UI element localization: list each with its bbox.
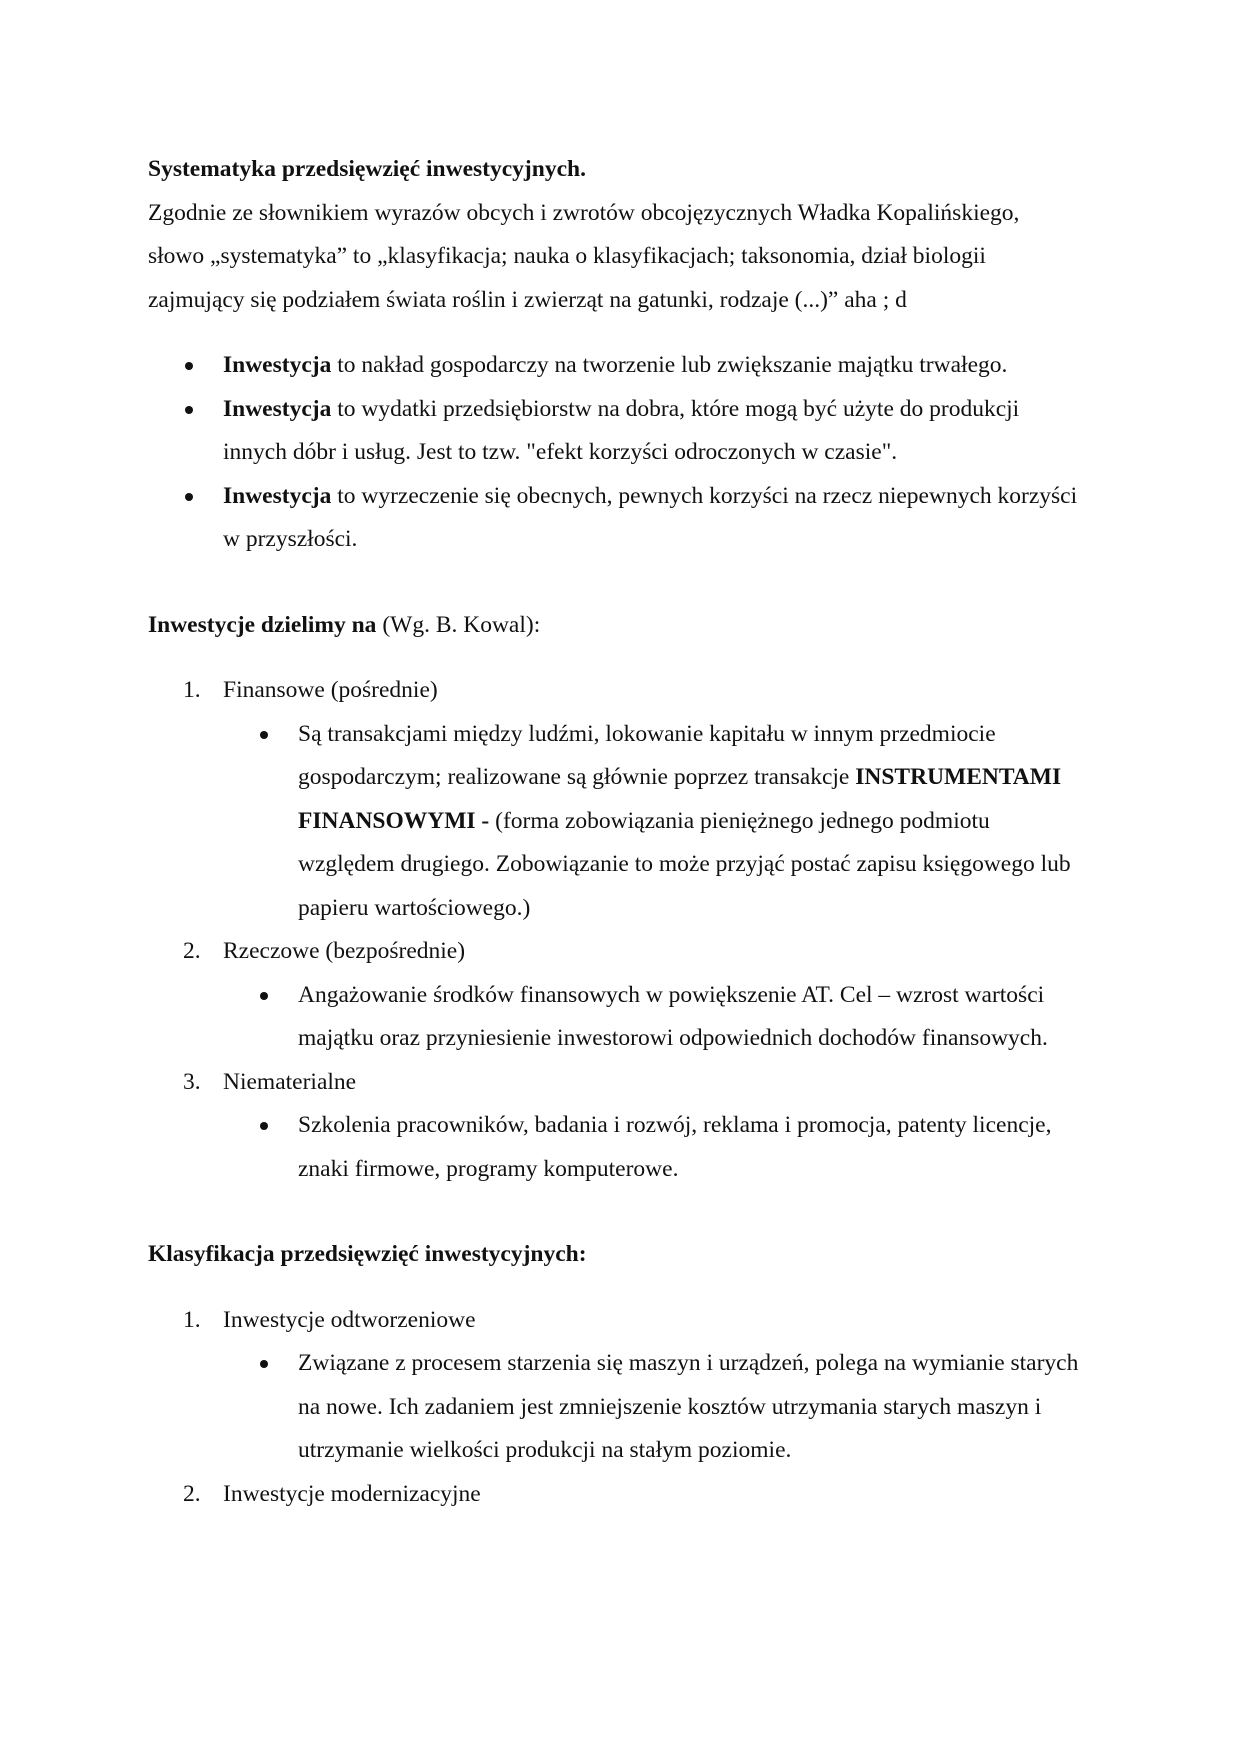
section-heading-podzial [148, 604, 1080, 648]
list-item [183, 1473, 1080, 1517]
list-item-label: Rzeczowe (bezpośrednie) [223, 938, 466, 964]
list-number: 2. [183, 1480, 201, 1507]
definitions-list [148, 344, 1080, 562]
sub-bullet-item: Związane z procesem starzenia się maszyn i urządzeń, polega na wymianie starych na nowe. Ich zadaniem jest zmniejszenie kosztów utrzymania starych maszyn i utrzymanie wielkości produkcji na stałym poziomie. [298, 1342, 1080, 1473]
sub-bullets [223, 713, 1080, 931]
sub-bullet-item [298, 713, 1080, 931]
list-item-label: Finansowe (pośrednie) [223, 677, 438, 703]
list-item [183, 1299, 1080, 1473]
list-number: 1. [183, 677, 201, 703]
sub-bullet-text-after: (forma zobowiązania pieniężnego jednego podmiotu względem drugiego. Zobowiązanie to może przyjąć postać zapisu księgowego lub papieru wartościowego.) [298, 807, 1071, 921]
definition-text: to nakład gospodarczy na tworzenie lub zwiększanie majątku trwałego. [331, 352, 1008, 378]
sub-bullets [223, 1104, 1080, 1191]
heading-rest-part: (Wg. B. Kowal): [376, 611, 541, 638]
section-heading-systematyka: Systematyka przedsięwzięć inwestycyjnych. [148, 156, 586, 182]
definition-item [223, 388, 1080, 475]
list-number: 3. [183, 1068, 201, 1095]
list-number: 2. [183, 938, 201, 964]
definition-term: Inwestycja [223, 482, 332, 509]
list-item-label: Niematerialne [223, 1068, 357, 1095]
list-item-label: Inwestycje modernizacyjne [223, 1480, 481, 1507]
definition-term: Inwestycja [223, 395, 332, 422]
list-item-label: Inwestycje odtworzeniowe [223, 1306, 476, 1333]
definition-item [223, 475, 1080, 562]
sub-bullet-bold: INSTRUMENTAMI FINANSOWYMI - [298, 764, 1062, 834]
investment-types-list [148, 669, 1080, 1191]
sub-bullet-text: Są transakcjami między ludźmi, lokowanie kapitału w innym przedmiocie gospodarczym; realizowane są głównie poprzez transakcje [298, 720, 996, 790]
list-item [183, 1061, 1080, 1192]
sub-bullets [223, 974, 1080, 1061]
list-item [183, 930, 1080, 1061]
heading-bold-part: Inwestycje dzielimy na [148, 611, 377, 638]
definition-text: to wydatki przedsiębiorstw na dobra, które mogą być użyte do produkcji innych dóbr i usług. Jest to tzw. "efekt korzyści odroczonych w czasie". [223, 395, 1020, 465]
sub-bullets [223, 1342, 1080, 1473]
definition-term: Inwestycja [223, 352, 332, 378]
definition-text: to wyrzeczenie się obecnych, pewnych korzyści na rzecz niepewnych korzyści w przyszłości. [223, 482, 1078, 552]
list-item [183, 669, 1080, 930]
definition-item [223, 344, 1080, 388]
section-heading-klasyfikacja: Klasyfikacja przedsięwzięć inwestycyjnych: [148, 1241, 587, 1267]
sub-bullet-item: Angażowanie środków finansowych w powiększenie AT. Cel – wzrost wartości majątku oraz przyniesienie inwestorowi odpowiednich dochodów finansowych. [298, 974, 1080, 1061]
list-number: 1. [183, 1306, 201, 1333]
intro-paragraph: Zgodnie ze słownikiem wyrazów obcych i zwrotów obcojęzycznych Władka Kopalińskiego, słowo „systematyka” to „klasyfikacja; nauka o klasyfikacjach; taksonomia, dział biologii zajmujący się podziałem świata roślin i zwierząt na gatunki, rodzaje (...)” aha ; d [148, 199, 1020, 313]
classification-list [148, 1299, 1080, 1517]
sub-bullet-item: Szkolenia pracowników, badania i rozwój, reklama i promocja, patenty licencje, znaki firmowe, programy komputerowe. [298, 1104, 1080, 1191]
